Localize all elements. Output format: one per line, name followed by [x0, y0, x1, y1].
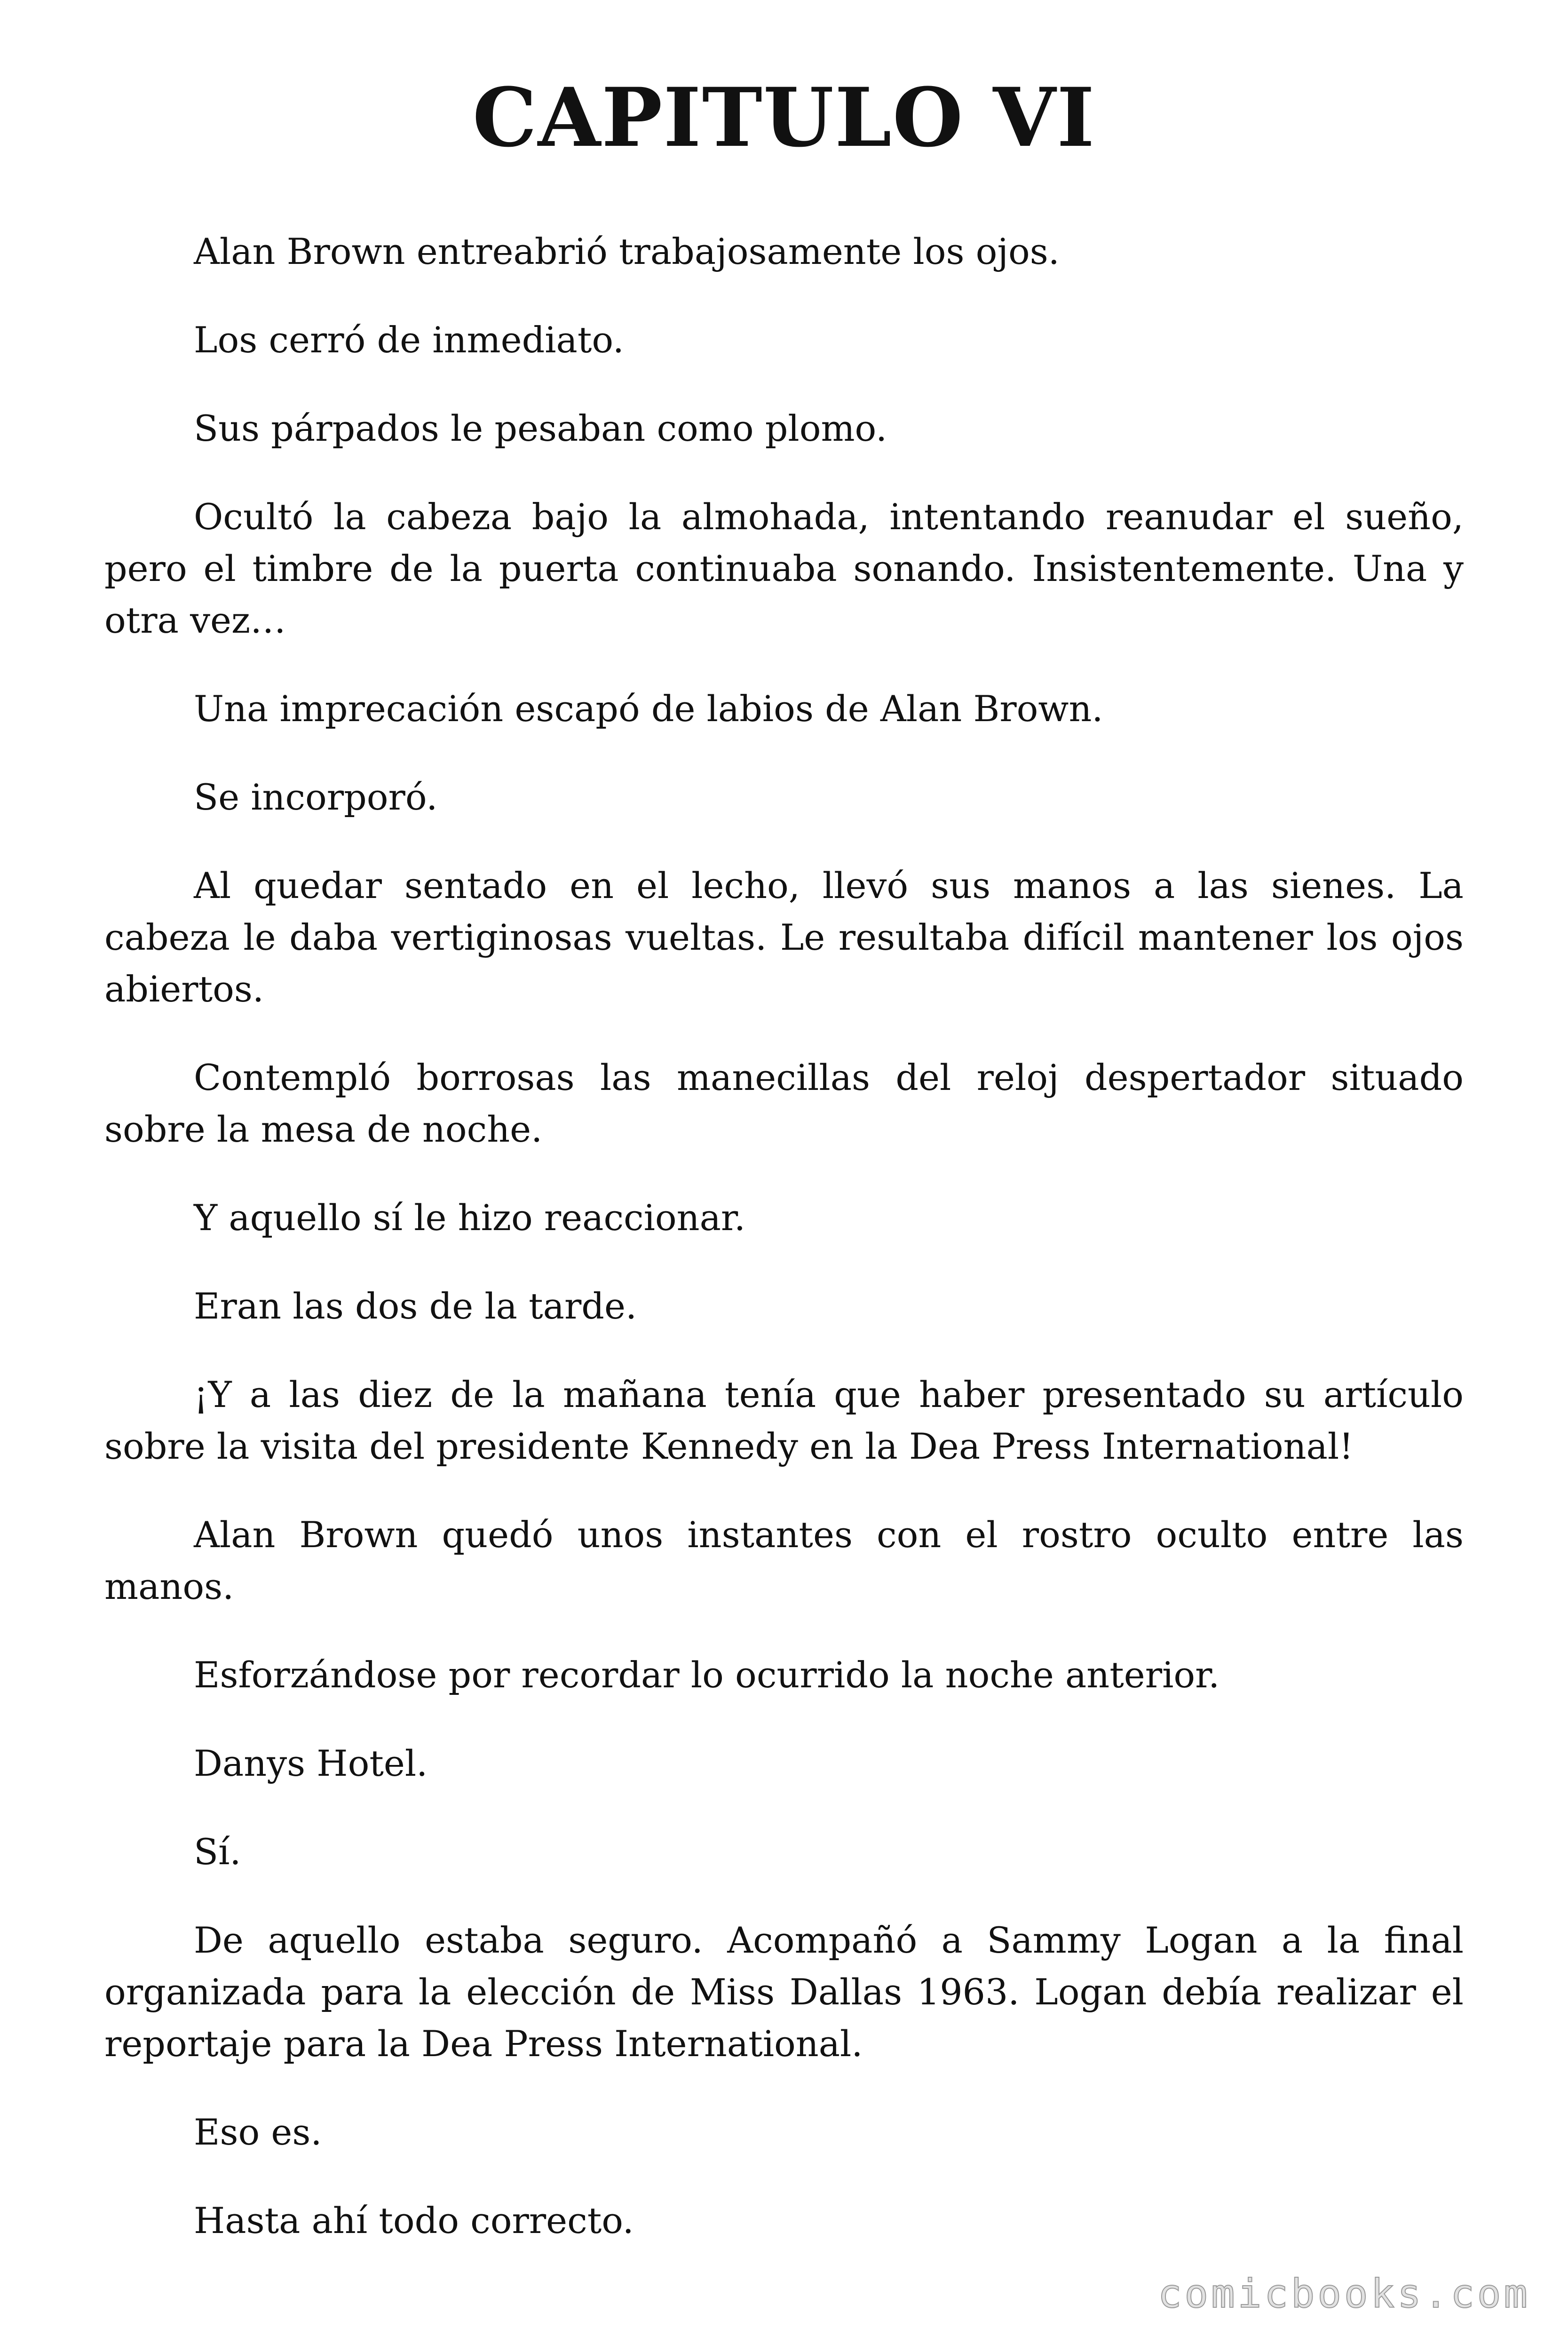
paragraph: Hasta ahí todo correcto.	[194, 2200, 634, 2241]
paragraph: Contempló borrosas las manecillas del reloj despertador situado sobre la mesa de noche.	[104, 1057, 1464, 1150]
paragraph: Los cerró de inmediato.	[194, 319, 624, 361]
chapter-title: CAPITULO VI	[472, 70, 1096, 165]
paragraph: ¡Y a las diez de la mañana tenía que haber presentado su artículo sobre la visita del presidente Kennedy en la Dea Press International!	[104, 1374, 1464, 1467]
paragraph: Esforzándose por recordar lo ocurrido la noche anterior.	[194, 1654, 1220, 1696]
paragraph: Eso es.	[194, 2111, 322, 2153]
paragraph: Eran las dos de la tarde.	[194, 1285, 637, 1327]
paragraph: Danys Hotel.	[194, 1742, 428, 1784]
paragraph: Alan Brown entreabrió trabajosamente los ojos.	[194, 230, 1060, 272]
paragraph: Ocultó la cabeza bajo la almohada, intentando reanudar el sueño, pero el timbre de la puerta continuaba sonando. Insistentemente. Una y otra vez…	[104, 496, 1464, 641]
chapter-body	[104, 226, 1464, 2283]
paragraph: Alan Brown quedó unos instantes con el rostro oculto entre las manos.	[104, 1514, 1464, 1607]
watermark: comicbooks.com	[1157, 2271, 1530, 2317]
paragraph: Sí.	[194, 1831, 241, 1873]
paragraph: Se incorporó.	[194, 776, 438, 818]
paragraph: Sus párpados le pesaban como plomo.	[194, 407, 887, 449]
paragraph: De aquello estaba seguro. Acompañó a Sammy Logan a la final organizada para la elección de Miss Dallas 1963. Logan debía realizar el reportaje para la Dea Press International.	[104, 1919, 1464, 2065]
paragraph: Y aquello sí le hizo reaccionar.	[194, 1197, 746, 1239]
paragraph: Al quedar sentado en el lecho, llevó sus manos a las sienes. La cabeza le daba vertiginosas vueltas. Le resultaba difícil mantener los ojos abiertos.	[104, 865, 1464, 1010]
paragraph: Una imprecación escapó de labios de Alan Brown.	[194, 688, 1103, 730]
